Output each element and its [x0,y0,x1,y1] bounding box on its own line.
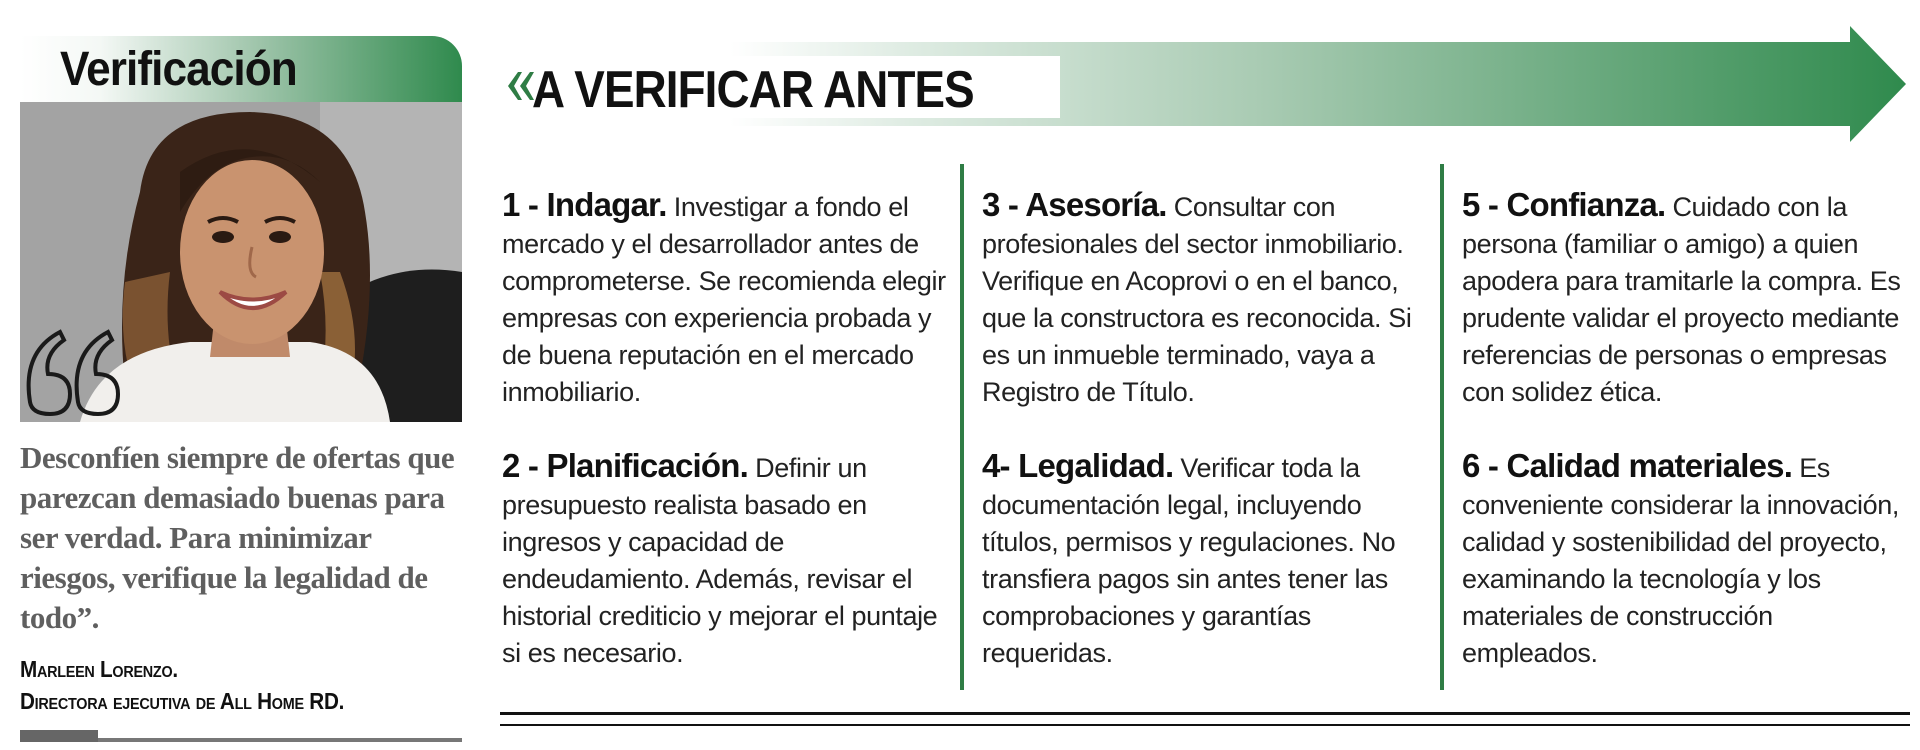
tip-item-asesoria [982,186,1434,411]
tip-item-confianza [1462,186,1914,411]
bottom-rule [500,712,1910,715]
tip-item-planificacion [502,447,954,672]
tip-title: 6 - Calidad materiales. [1462,447,1793,484]
tip-title: 5 - Confianza. [1462,186,1666,223]
author-name: Marleen Lorenzo. [20,656,178,682]
tip-title: 3 - Asesoría. [982,186,1167,223]
column-divider [960,164,964,690]
sidebar-quote: Desconfíen siempre de ofertas que parezcan demasiado buenas para ser verdad. Para minimizar riesgos, verifique la legalidad de todo”. [20,440,455,635]
tip-text: Investigar a fondo el mercado y el desarrollador antes de comprometerse. Se recomienda elegir empresas con experiencia probada y de buena reputación en el mercado inmobiliario. [502,192,946,407]
tip-text: Definir un presupuesto realista basado en ingresos y capacidad de endeudamiento. Además, revisar el historial crediticio y mejorar el puntaje si es necesario. [502,453,938,668]
sidebar-header [20,36,462,106]
tip-title: 4- Legalidad. [982,447,1174,484]
tip-item-legalidad [982,447,1434,672]
sidebar-panel [20,36,462,736]
sidebar-title: Verificación [60,43,297,96]
tip-text: Cuidado con la persona (familiar o amigo) a quien apodera para tramitarle la compra. Es prudente validar el proyecto mediante referencias de personas o empresas con solidez ética. [1462,192,1901,407]
banner-arrow [500,26,1910,146]
tip-text: Es conveniente considerar la innovación, calidad y sostenibilidad del proyecto, examinando la tecnología y los materiales de construcción empleados. [1462,453,1899,668]
tip-item-indagar [502,186,954,411]
bottom-rule [500,724,1910,726]
column-1 [502,186,954,708]
portrait-photo [20,102,462,422]
tip-title: 1 - Indagar. [502,186,667,223]
double-chevron-icon [504,66,534,106]
tip-text: Consultar con profesionales del sector inmobiliario. Verifique en Acoprovi o en el banco, que la constructora es reconocida. Si es un inmueble terminado, vaya a Registro de Título. [982,192,1412,407]
tip-item-calidad-materiales [1462,447,1914,672]
column-3 [1462,186,1914,708]
column-2 [982,186,1434,708]
tip-text: Verificar toda la documentación legal, incluyendo títulos, permisos y regulaciones. No transfiera pagos sin antes tener las comprobaciones y garantías requeridas. [982,453,1396,668]
tip-title: 2 - Planificación. [502,447,749,484]
banner-title: A VERIFICAR ANTES [532,61,974,119]
sidebar-bottom-tab [20,730,98,742]
author-role: Directora ejecutiva de All Home RD. [20,688,345,714]
column-divider [1440,164,1444,690]
